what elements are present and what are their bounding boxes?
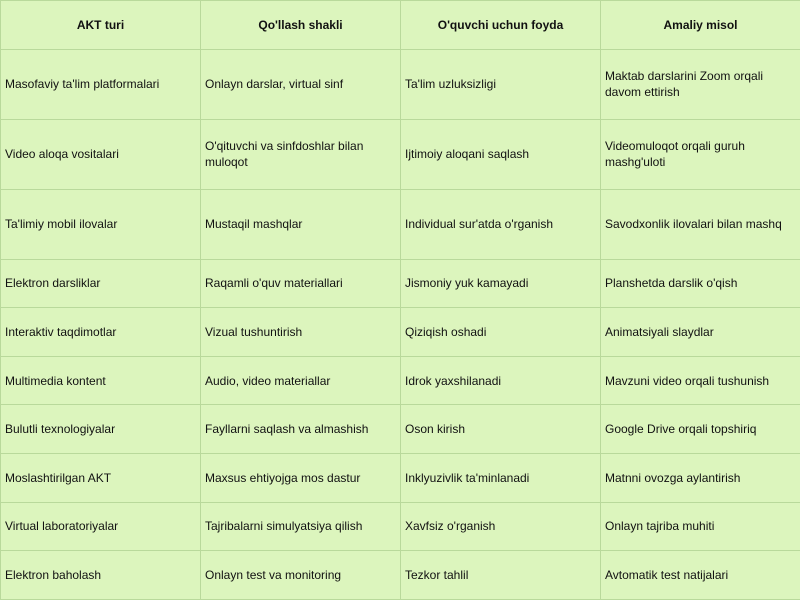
header-practical-example: Amaliy misol — [601, 1, 800, 50]
table-row — [1, 50, 800, 120]
table-cell: Moslashtirilgan AKT — [1, 454, 201, 503]
table-row — [1, 551, 800, 600]
table-row — [1, 259, 800, 308]
header-ict-type: AKT turi — [1, 1, 201, 50]
table-row — [1, 189, 800, 259]
table-cell: Individual sur'atda o'rganish — [401, 189, 601, 259]
table-cell: Animatsiyali slaydlar — [601, 308, 800, 357]
table-row — [1, 405, 800, 454]
table-row — [1, 308, 800, 357]
table-cell: Multimedia kontent — [1, 356, 201, 405]
table-cell: Maxsus ehtiyojga mos dastur — [201, 454, 401, 503]
table-cell: Onlayn test va monitoring — [201, 551, 401, 600]
table-cell: Elektron darsliklar — [1, 259, 201, 308]
table-cell: Jismoniy yuk kamayadi — [401, 259, 601, 308]
table-header — [1, 1, 800, 50]
table-cell: Ta'lim uzluksizligi — [401, 50, 601, 120]
table-cell: Savodxonlik ilovalari bilan mashq — [601, 189, 800, 259]
table-cell: Masofaviy ta'lim platformalari — [1, 50, 201, 120]
table-cell: Tezkor tahlil — [401, 551, 601, 600]
table-cell: Onlayn tajriba muhiti — [601, 502, 800, 551]
table-row — [1, 356, 800, 405]
table-cell: Mavzuni video orqali tushunish — [601, 356, 800, 405]
table-cell: Raqamli o'quv materiallari — [201, 259, 401, 308]
table-cell: Tajribalarni simulyatsiya qilish — [201, 502, 401, 551]
table-cell: Avtomatik test natijalari — [601, 551, 800, 600]
table-cell: Mustaqil mashqlar — [201, 189, 401, 259]
table-row — [1, 119, 800, 189]
table-cell: Virtual laboratoriyalar — [1, 502, 201, 551]
table-cell: Google Drive orqali topshiriq — [601, 405, 800, 454]
table-cell: Vizual tushuntirish — [201, 308, 401, 357]
table-cell: Oson kirish — [401, 405, 601, 454]
table-cell: Fayllarni saqlash va almashish — [201, 405, 401, 454]
table-cell: Inklyuzivlik ta'minlanadi — [401, 454, 601, 503]
table-cell: Video aloqa vositalari — [1, 119, 201, 189]
table-cell: Bulutli texnologiyalar — [1, 405, 201, 454]
table-cell: Onlayn darslar, virtual sinf — [201, 50, 401, 120]
table-cell: Maktab darslarini Zoom orqali davom ettirish — [601, 50, 800, 120]
table-cell: Qiziqish oshadi — [401, 308, 601, 357]
table-cell: Idrok yaxshilanadi — [401, 356, 601, 405]
table-cell: Matnni ovozga aylantirish — [601, 454, 800, 503]
table-cell: Interaktiv taqdimotlar — [1, 308, 201, 357]
table-cell: Ta'limiy mobil ilovalar — [1, 189, 201, 259]
table-cell: Elektron baholash — [1, 551, 201, 600]
table-cell: Planshetda darslik o'qish — [601, 259, 800, 308]
table-cell: Audio, video materiallar — [201, 356, 401, 405]
table-row — [1, 454, 800, 503]
table-cell: Xavfsiz o'rganish — [401, 502, 601, 551]
header-usage-form: Qo'llash shakli — [201, 1, 401, 50]
table-cell: O'qituvchi va sinfdoshlar bilan muloqot — [201, 119, 401, 189]
table-row — [1, 502, 800, 551]
table-body — [1, 50, 800, 600]
header-row — [1, 1, 800, 50]
header-student-benefit: O'quvchi uchun foyda — [401, 1, 601, 50]
table-cell: Ijtimoiy aloqani saqlash — [401, 119, 601, 189]
table-cell: Videomuloqot orqali guruh mashg'uloti — [601, 119, 800, 189]
